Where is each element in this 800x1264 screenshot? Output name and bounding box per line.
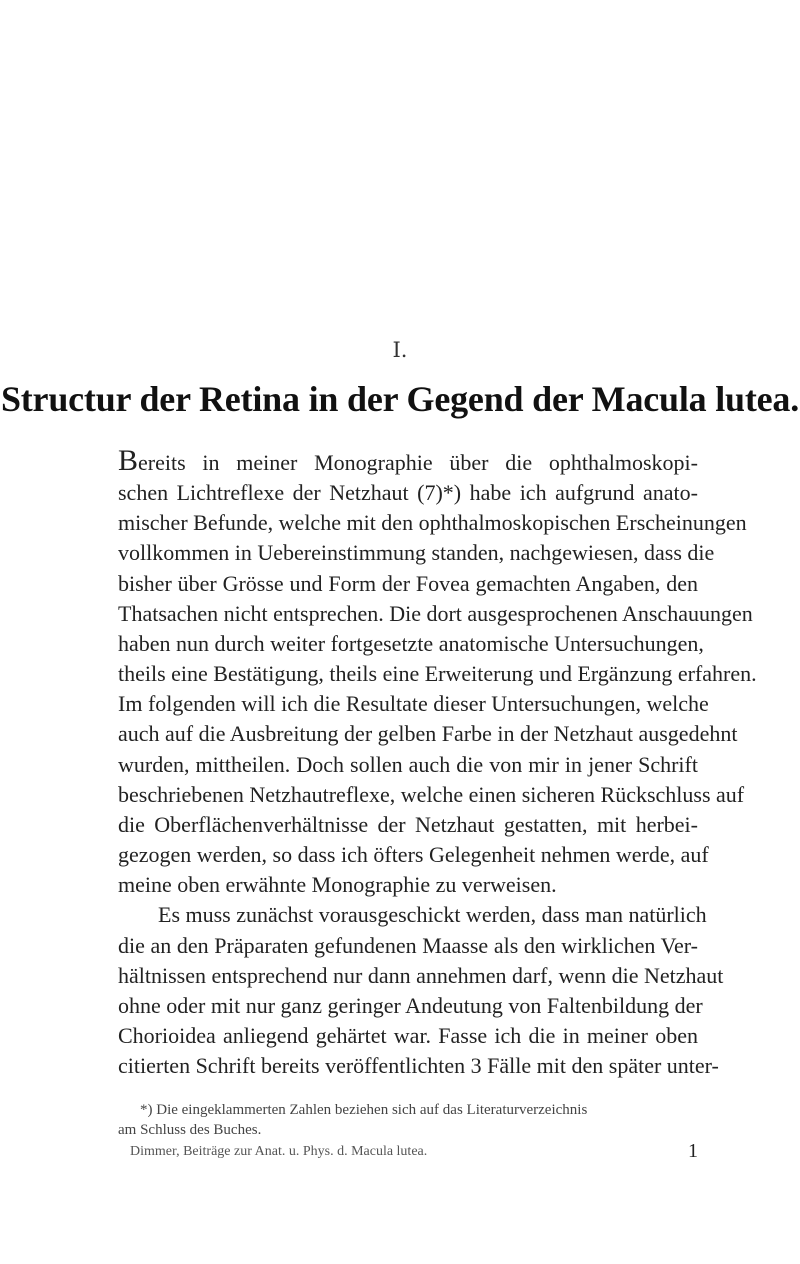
body-line: gezogen werden, so dass ich öfters Gelegenheit nehmen werde, auf <box>118 842 709 868</box>
footnote-line: *) Die eingeklammerten Zahlen beziehen sich auf das Literaturverzeichnis <box>140 1102 588 1118</box>
body-line: Im folgenden will ich die Resultate dieser Untersuchungen, welche <box>118 691 709 717</box>
body-line: schen Lichtreflexe der Netzhaut (7)*) habe ich aufgrund anato- <box>118 480 698 506</box>
body-line-text: ereits in meiner Monographie über die ophthalmoskopi- <box>138 450 698 475</box>
page-number: 1 <box>688 1140 698 1162</box>
body-line: Es muss zunächst vorausgeschickt werden, dass man natürlich <box>158 902 707 928</box>
running-footer: Dimmer, Beiträge zur Anat. u. Phys. d. Macula lutea. <box>130 1144 428 1159</box>
drop-cap: B <box>118 444 139 477</box>
body-line: vollkommen in Uebereinstimmung standen, nachgewiesen, dass die <box>118 540 715 566</box>
body-line: haben nun durch weiter fortgesetzte anatomische Untersuchungen, <box>118 630 704 656</box>
body-line: bisher über Grösse und Form der Fovea gemachten Angaben, den <box>118 570 698 596</box>
chapter-numeral: I. <box>392 338 408 362</box>
chapter-title: Structur der Retina in der Gegend der Macula lutea. <box>0 379 800 419</box>
body-line <box>118 446 698 478</box>
body-line: theils eine Bestätigung, theils eine Erweiterung und Ergänzung erfahren. <box>118 661 757 687</box>
body-line: Chorioidea anliegend gehärtet war. Fasse ich die in meiner oben <box>118 1022 698 1048</box>
body-text <box>118 444 757 1081</box>
body-line: die an den Präparaten gefundenen Maasse als den wirklichen Ver- <box>118 932 698 958</box>
body-line: Thatsachen nicht entsprechen. Die dort ausgesprochenen Anschauungen <box>118 600 753 626</box>
body-line: auch auf die Ausbreitung der gelben Farbe in der Netzhaut ausgedehnt <box>118 721 738 747</box>
body-line: citierten Schrift bereits veröffentlichten 3 Fälle mit den später unter- <box>118 1053 719 1079</box>
body-line: ohne oder mit nur ganz geringer Andeutung von Faltenbildung der <box>118 992 703 1018</box>
footnote-line: am Schluss des Buches. <box>118 1122 262 1138</box>
body-line: hältnissen entsprechend nur dann annehmen darf, wenn die Netzhaut <box>118 962 724 988</box>
body-line: mischer Befunde, welche mit den ophthalmoskopischen Erscheinungen <box>118 510 747 536</box>
body-line: meine oben erwähnte Monographie zu verweisen. <box>118 872 557 898</box>
page-footer <box>130 1140 698 1162</box>
footnote <box>118 1100 698 1140</box>
body-line: die Oberflächenverhältnisse der Netzhaut gestatten, mit herbei- <box>118 811 698 837</box>
body-line: wurden, mittheilen. Doch sollen auch die von mir in jener Schrift <box>118 751 698 777</box>
body-line: beschriebenen Netzhautreflexe, welche einen sicheren Rückschluss auf <box>118 781 745 807</box>
